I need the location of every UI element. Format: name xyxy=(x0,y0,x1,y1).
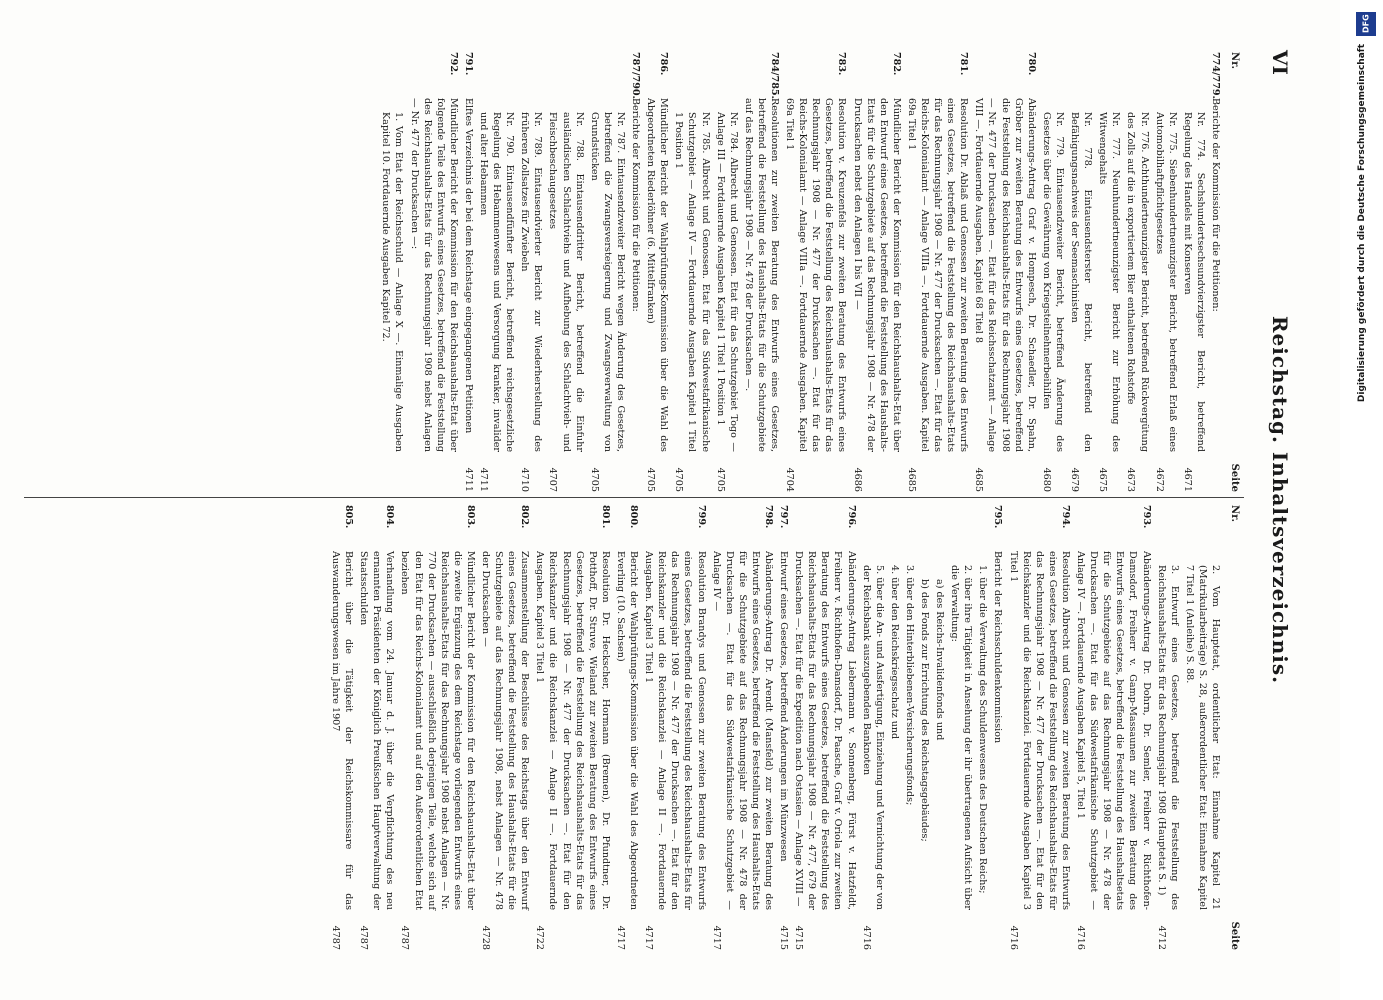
entry-text: Abänderungs-Antrag Graf v. Hompesch, Dr. Schaedler, Dr. Spahn, Gröber zur zweiten Beratung des Entwurfs eines Gesetzes, betreffend die Feststellung des Reichshaushalts-Etats für das Rechnungsjahr 1908 — Nr. 477 der Drucksachen —. Etat für das Reichsschatzamt — Anlage VIII —. Fortdauernde Ausgaben. Kapitel 68 Titel 8 xyxy=(973,98,1037,452)
toc-entry xyxy=(398,505,477,950)
toc-entry xyxy=(888,505,901,950)
entry-number: 804. xyxy=(384,505,396,529)
entry-number: 782. xyxy=(890,52,902,76)
entry-number: 783. xyxy=(836,52,848,76)
toc-entry xyxy=(1155,505,1181,950)
entry-page: 4673 xyxy=(1125,467,1137,492)
entry-text: Zusammenstellung der Beschlüsse des Reichstags über den Entwurf eines Gesetzes, betreffend die Feststellung des Haushalts-Etats für die Schutzgebiete auf das Rechnungsjahr 1908, nebst Anlagen — Nr. 478 der Drucksachen — xyxy=(480,551,531,910)
entry-text: 4. über den Reichskriegsschatz und xyxy=(888,565,900,740)
entry-number: 781. xyxy=(958,52,970,76)
toc-entry xyxy=(357,505,396,950)
entry-text: Resolution Albrecht und Genossen zur zweiten Beratung des Entwurfs eines Gesetzes, betreffend die Feststellung des Reichshaushalts-Etats für das Rechnungsjahr 1908 — Nr. 477 der Drucksachen —. Etat für den Reichskanzler und die Reichskanzlei. Fortdauernde Ausgaben Kapitel 3 Titel 1 xyxy=(1007,551,1071,910)
entry-page: 4705 xyxy=(645,467,657,492)
page-number: VI xyxy=(1268,50,1292,75)
entry-text: Abänderungs-Antrag Dr. Arendt (Mansfeld) zur zweiten Beratung des Entwurfs eines Gesetzes, betreffend die Feststellung des Haushalts-Etats für die Schutzgebiete auf das Rechnungsjahr 1908 — Nr. 478 der Drucksachen —. Etat für das Südwestafrikanische Schutzgebiet — Anlage IV — xyxy=(710,551,774,910)
entry-number: 797. xyxy=(778,505,790,529)
entry-text: Nr. 790. Eintausendfünfter Bericht, betreffend reichsgesetzliche Regelung des Hebammenwesens und Versorgung kranker, invalider und alter Hebammen xyxy=(478,112,516,452)
entry-text: Nr. 784. Albrecht und Genossen. Etat für das Schutzgebiet Togo — Anlage III — Fortdauernde Ausgaben Kapitel 1 Titel 1 Position 1 xyxy=(714,112,739,452)
entry-number: 799. xyxy=(695,505,707,529)
entry-number xyxy=(976,505,989,551)
entry-text: Berichte der Kommission für die Petitionen: xyxy=(630,98,642,312)
entry-number xyxy=(518,52,544,98)
entry-number xyxy=(1181,52,1207,98)
entry-number: 795. xyxy=(992,505,1004,529)
entry-number: 784/785. xyxy=(769,52,780,99)
toc-entry xyxy=(710,505,775,950)
toc-entry xyxy=(644,52,670,492)
entry-text: a) des Reichs-Invalidenfonds und xyxy=(934,579,946,741)
left-column xyxy=(377,52,1222,492)
entry-text: 5. über die An- und Ausfertigung, Einziehung und Vernichtung der von der Reichsbank auszugebenden Banknoten xyxy=(860,565,885,910)
entry-number: 780. xyxy=(1025,52,1037,76)
entry-text: Bericht der Wahlprüfungs-Kommission über die Wahl des Abgeordneten Everling (10. Sachsen) xyxy=(614,551,640,910)
toc-entry xyxy=(903,505,916,950)
entry-text: Bericht der Reichsschuldenkommission xyxy=(992,551,1004,744)
entry-number xyxy=(948,505,974,551)
toc-entry xyxy=(546,52,585,492)
side-credit xyxy=(1354,8,1380,1000)
entry-text: Mündlicher Bericht der Kommission für den Reichshaushalts-Etat über folgende Teile des Entwurfs eines Gesetzes, betreffend die Feststellung des Reichshaushalts-Etats für das Rechnungsjahr 1908 nebst Anlagen — Nr. 477 der Drucksachen —: xyxy=(408,98,459,452)
page-label: Seite xyxy=(1229,463,1240,492)
toc-entry xyxy=(742,52,781,492)
entry-text: Nr. 777. Neunhundertneunzigster Bericht zur Erhöhung des Witwengehalts xyxy=(1097,112,1122,452)
entry-page: 4711 xyxy=(478,467,490,492)
entry-text: 1. über die Verwaltung des Schuldenwesens des Deutschen Reichs; xyxy=(977,565,989,894)
entry-page: 4728 xyxy=(480,925,492,950)
toc-entry xyxy=(407,52,459,492)
entry-number xyxy=(1040,52,1066,98)
entry-page: 4716 xyxy=(1007,925,1019,950)
entry-text: Nr. 789. Eintausendvierter Bericht zur Wiederherstellung des früheren Zollsatzes für Zwiebeln xyxy=(519,112,544,452)
toc-entry xyxy=(533,505,612,950)
toc-entry xyxy=(614,505,640,950)
entry-number: 803. xyxy=(464,505,476,529)
toc-entry xyxy=(783,52,848,492)
entry-number: 801. xyxy=(599,505,611,529)
entry-text: Verhandlung vom 24. Januar d. J. über die Verpflichtung des neu ernannten Präsidenten der Königlich Preußischen Hauptverwaltung der Staatsschulden xyxy=(358,551,396,910)
toc-entry xyxy=(1209,52,1222,492)
toc-entry xyxy=(1181,52,1207,492)
entry-text: Bericht über die Tätigkeit der Reichskommissare für das Auswanderungswesen im Jahre 1907 xyxy=(330,551,355,910)
toc-entry xyxy=(972,52,1037,492)
toc-entry xyxy=(329,505,355,950)
toc-entry xyxy=(588,52,627,492)
toc-entry xyxy=(672,52,711,492)
entry-text: Resolution v. Kreuzenfels zur zweiten Beratung des Entwurfs eines Gesetzes, betreffend die Feststellung des Reichshaushalts-Etats für das Rechnungsjahr 1908 — Nr. 477 der Drucksachen —. Etat für das Reichs-Kolonialamt — Anlage VIIIa —. Fortdauernde Ausgaben. Kapitel 69a Titel 1 xyxy=(784,98,848,452)
toc-entry xyxy=(792,505,857,950)
entry-text: Nr. 785. Albrecht und Genossen. Etat für das Südwestafrikanische Schutzgebiet — Anlage IV — Fortdauernde Ausgaben Kapitel 1 Titel 1 Position 1 xyxy=(673,112,711,452)
entry-page: 4712 xyxy=(1155,925,1167,950)
entry-number xyxy=(1183,505,1222,551)
toc-entry xyxy=(1124,52,1150,492)
entry-text: Nr. 778. Eintausendsterster Bericht, betreffend den Befähigungsnachweis der Seemaschinisten xyxy=(1069,112,1094,452)
toc-entry xyxy=(477,52,516,492)
entry-page: 4680 xyxy=(1040,467,1052,492)
entry-page: 4716 xyxy=(1075,925,1087,950)
digitization-credit: Digitalisierung gefördert durch die Deutsche Forschungsgemeinschaft xyxy=(1357,44,1367,403)
entry-number xyxy=(933,505,946,551)
toc-entry xyxy=(1074,505,1153,950)
right-column xyxy=(327,505,1222,950)
entry-number: 802. xyxy=(519,505,531,529)
left-column-header xyxy=(1229,52,1240,492)
entry-number: 798. xyxy=(763,505,774,529)
toc-entry xyxy=(905,52,970,492)
toc-entry xyxy=(1096,52,1122,492)
toc-entry xyxy=(850,52,902,492)
entry-text: 3. Entwurf eines Gesetzes, betreffend die Feststellung des Reichshaushalts-Etats für das Rechnungsjahr 1908 (Hauptetat S. 1) xyxy=(1155,565,1180,910)
entry-text: Berichte der Kommission für die Petitionen: xyxy=(1210,98,1221,312)
entry-text: b) des Fonds zur Errichtung des Reichstagsgebäudes; xyxy=(919,579,931,842)
right-column-header xyxy=(1229,505,1240,950)
entry-page: 4675 xyxy=(1097,467,1109,492)
entry-number xyxy=(672,52,711,98)
toc-entry xyxy=(629,52,642,492)
toc-entry xyxy=(1040,52,1066,492)
toc-entry xyxy=(948,505,974,950)
entry-text: Nr. 788. Eintausenddritter Bericht, betreffend die Einfuhr ausländischen Schlachtviehs und Aufhebung des Schlachtvieh- und Fleischbeschaugesetzes xyxy=(547,112,585,452)
entry-text: 3. über den Hinterbliebenen-Versicherungsfonds; xyxy=(903,565,915,806)
entry-number xyxy=(903,505,916,551)
toc-entry xyxy=(642,505,707,950)
entry-number: 774/779. xyxy=(1210,52,1221,99)
toc-entry xyxy=(1007,505,1072,950)
entry-page: 4787 xyxy=(330,925,341,950)
entry-number xyxy=(1155,505,1181,551)
toc-entry xyxy=(1183,505,1222,950)
entry-page: 4685 xyxy=(905,467,917,492)
entry-number xyxy=(1068,52,1094,98)
entry-number: 792. xyxy=(447,52,459,76)
entry-text: Resolutionen zur zweiten Beratung des Entwurfs eines Gesetzes, betreffend die Feststellung des Haushalts-Etats für die Schutzgebiete auf das Rechnungsjahr 1908 — Nr. 478 der Drucksachen —. xyxy=(742,98,780,452)
entry-page: 4685 xyxy=(973,467,985,492)
toc-entry xyxy=(918,505,931,950)
entry-text: Mündlicher Bericht der Kommission für den Reichshaushalts-Etat über die zweite Ergänzung des dem Reichstage vorliegenden Entwurfs eines Reichshaushalts-Etats für das Rechnungsjahr 1908 nebst Anlagen — Nr. 770 der Drucksachen — ausschließlich derjenigen Teile, welche sich auf den Etat für das Reichs-Kolonialamt und auf den Außerordentlichen Etat beziehen xyxy=(399,551,476,910)
entry-text: Nr. 787. Eintausendzweiter Bericht wegen Änderung des Gesetzes, betreffend die Zwangsversteigerung und Zwangsverwaltung von Grundstücken xyxy=(588,112,626,452)
toc-entry xyxy=(462,52,475,492)
entry-page: 4671 xyxy=(1181,467,1193,492)
entry-text: Nr. 775. Siebenhundertneunzigster Bericht, betreffend Erlaß eines Automobilhaftpflichtgesetzes xyxy=(1153,112,1178,452)
entry-text: Elftes Verzeichnis der bei dem Reichstage eingegangenen Petitionen xyxy=(462,98,474,434)
entry-number: 805. xyxy=(343,505,355,529)
entry-text: Resolution Brandys und Genossen zur zweiten Beratung des Entwurfs eines Gesetzes, betreffend die Feststellung des Reichshaushalts-Etats für das Rechnungsjahr 1908 — Nr. 477 der Drucksachen —. Etat für den Reichskanzler und die Reichskanzlei — Anlage II —. Fortdauernde Ausgaben. Kapitel 3 Titel 1 xyxy=(643,551,707,910)
entry-number xyxy=(477,52,516,98)
page-label: Seite xyxy=(1229,921,1240,950)
entry-text: Abänderungs-Antrag Liebermann v. Sonnenberg, Fürst v. Hatzfeldt, Freiherr v. Richthofen-Damsdorf, Dr. Paasche, Graf v. Oriola zur zweiten Beratung des Entwurfs eines Gesetzes, betreffend die Feststellung des Reichshaushalts-Etats für das Rechnungsjahr 1908 — Nr. 477, 679 der Drucksachen —. Etat für die Expedition nach Ostasien — Anlage XVIII — xyxy=(793,551,857,910)
entry-number: 793. xyxy=(1140,505,1152,529)
no-label: Nr. xyxy=(1229,505,1240,522)
entry-page: 4722 xyxy=(534,925,546,950)
toc-entry xyxy=(1068,52,1094,492)
entry-page: 4716 xyxy=(860,925,872,950)
entry-number xyxy=(714,52,740,98)
entry-number: 796. xyxy=(845,505,857,529)
toc-entry xyxy=(933,505,946,950)
entry-page: 4715 xyxy=(793,925,805,950)
entry-text: Nr. 779. Eintausendzweiter Bericht, betreffend Änderung des Gesetzes über die Gewährung von Kriegsteilnehmerbeihilfen xyxy=(1040,112,1065,452)
dfg-logo: DFG xyxy=(1356,12,1376,36)
entry-number: 800. xyxy=(628,505,640,529)
column-divider xyxy=(24,497,1244,498)
entry-number: 786. xyxy=(658,52,670,76)
entry-number xyxy=(1153,52,1179,98)
page-title: Reichstag. Inhaltsverzeichnis. xyxy=(1268,315,1292,685)
entry-page: 4710 xyxy=(519,467,531,492)
entry-number xyxy=(546,52,585,98)
toc-entry xyxy=(518,52,544,492)
entry-text: 2. über ihre Tätigkeit in Ansehung der ihr übertragenen Aufsicht über die Verwaltung: xyxy=(949,565,974,910)
toc-entry xyxy=(777,505,790,950)
entry-text: Nr. 774. Sechshundertsechsundvierzigster Bericht, betreffend Regelung des Handels mit Konserven xyxy=(1181,112,1206,452)
entry-page: 4686 xyxy=(851,467,863,492)
entry-page: 4715 xyxy=(778,925,790,950)
entry-page: 4704 xyxy=(784,467,796,492)
entry-number: 794. xyxy=(1059,505,1071,529)
entry-number xyxy=(888,505,901,551)
entry-number xyxy=(588,52,627,98)
entry-number: 787/790. xyxy=(630,52,642,99)
entry-text: 1. Vom Etat der Reichsschuld — Anlage X —. Einmalige Ausgaben Kapitel 10. Fortdauernde Ausgaben Kapitel 72. xyxy=(380,112,405,452)
entry-number xyxy=(860,505,886,551)
entry-page: 4705 xyxy=(673,467,685,492)
entry-page: 4707 xyxy=(547,467,559,492)
entry-page: 4787 xyxy=(358,925,370,950)
entry-page: 4717 xyxy=(643,925,655,950)
entry-page: 4679 xyxy=(1069,467,1081,492)
entry-text: Abänderungs-Antrag Dr. Dohrn, Dr. Semler, Freiherr v. Richthofen-Damsdorf, Freiherr v. Gamp-Massaunen zur zweiten Beratung des Entwurfs eines Gesetzes, betreffend die Feststellung des Haushaltsetats für die Schutzgebiete auf das Rechnungsjahr 1908 — Nr. 478 der Drucksachen —. Etat für das Südwestafrikanische Schutzgebiet — Anlage IV —. Fortdauernde Ausgaben Kapitel 5, Titel 1 xyxy=(1075,551,1152,910)
entry-text: Resolution Dr. Heckscher, Hormann (Bremen), Dr. Pfundtner, Dr. Potthoff, Dr. Struve, Wieland zur zweiten Beratung des Entwurfs eines Gesetzes, betreffend die Feststellung des Reichshaushalts-Etats für das Rechnungsjahr 1908 — Nr. 477 der Drucksachen —. Etat für den Reichskanzler und die Reichskanzlei — Anlage II —. Fortdauernde Ausgaben. Kapitel 3 Titel 1 xyxy=(534,551,611,910)
entry-page: 4672 xyxy=(1153,467,1165,492)
entry-page: 4787 xyxy=(399,925,411,950)
toc-entry xyxy=(860,505,886,950)
toc-entry xyxy=(976,505,989,950)
toc-entry xyxy=(379,52,405,492)
entry-page: 4705 xyxy=(588,467,600,492)
entry-page: 4717 xyxy=(710,925,722,950)
entry-text: Entwurf eines Gesetzes, betreffend Änderungen im Münzwesen xyxy=(778,551,790,862)
entry-number: 791. xyxy=(462,52,474,76)
entry-text: 2. Vom Hauptetat, ordentlicher Etat: Einnahme Kapitel 21 (Matrikularbeiträge) S. 28, außerordentlicher Etat: Einnahme Kapitel 7 Titel 1 (Anleihe) S. 88. xyxy=(1183,565,1221,910)
entry-number xyxy=(379,52,405,98)
entry-number xyxy=(918,505,931,551)
no-label: Nr. xyxy=(1229,52,1240,69)
toc-entry xyxy=(479,505,531,950)
entry-page: 4705 xyxy=(714,467,726,492)
entry-text: Mündlicher Bericht der Kommission für den Reichshaushalts-Etat über den Entwurf eines Gesetzes, betreffend die Feststellung des Haushalts-Etats für die Schutzgebiete auf das Rechnungsjahr 1908 — Nr. 478 der Drucksachen nebst den Anlagen I bis VII — xyxy=(851,98,902,452)
entry-number xyxy=(1124,52,1150,98)
toc-entry xyxy=(991,505,1004,950)
entry-number xyxy=(1096,52,1122,98)
entry-text: Nr. 776. Achthundertneunzigster Bericht, betreffend Rückvergütung des Zolls auf die in exportiertem Bier enthaltenen Rohstoffe xyxy=(1125,112,1150,452)
entry-page: 4717 xyxy=(614,925,626,950)
toc-entry xyxy=(1153,52,1179,492)
entry-text: Resolution Dr. Ablaß und Genossen zur zweiten Beratung des Entwurfs eines Gesetzes, betreffend die Feststellung des Reichshaushalts-Etats für das Rechnungsjahr 1908 — Nr. 477 der Drucksachen —. Etat für das Reichs-Kolonialamt — Anlage VIIIa —. Fortdauernde Ausgaben. Kapitel 69a Titel 1 xyxy=(905,98,970,452)
entry-text: Mündlicher Bericht der Wahlprüfungs-Kommission über die Wahl des Abgeordneten Riederlöhner (6. Mittelfranken) xyxy=(645,98,670,452)
entry-page: 4711 xyxy=(462,467,474,492)
toc-entry xyxy=(714,52,740,492)
page-header xyxy=(1252,50,1292,950)
